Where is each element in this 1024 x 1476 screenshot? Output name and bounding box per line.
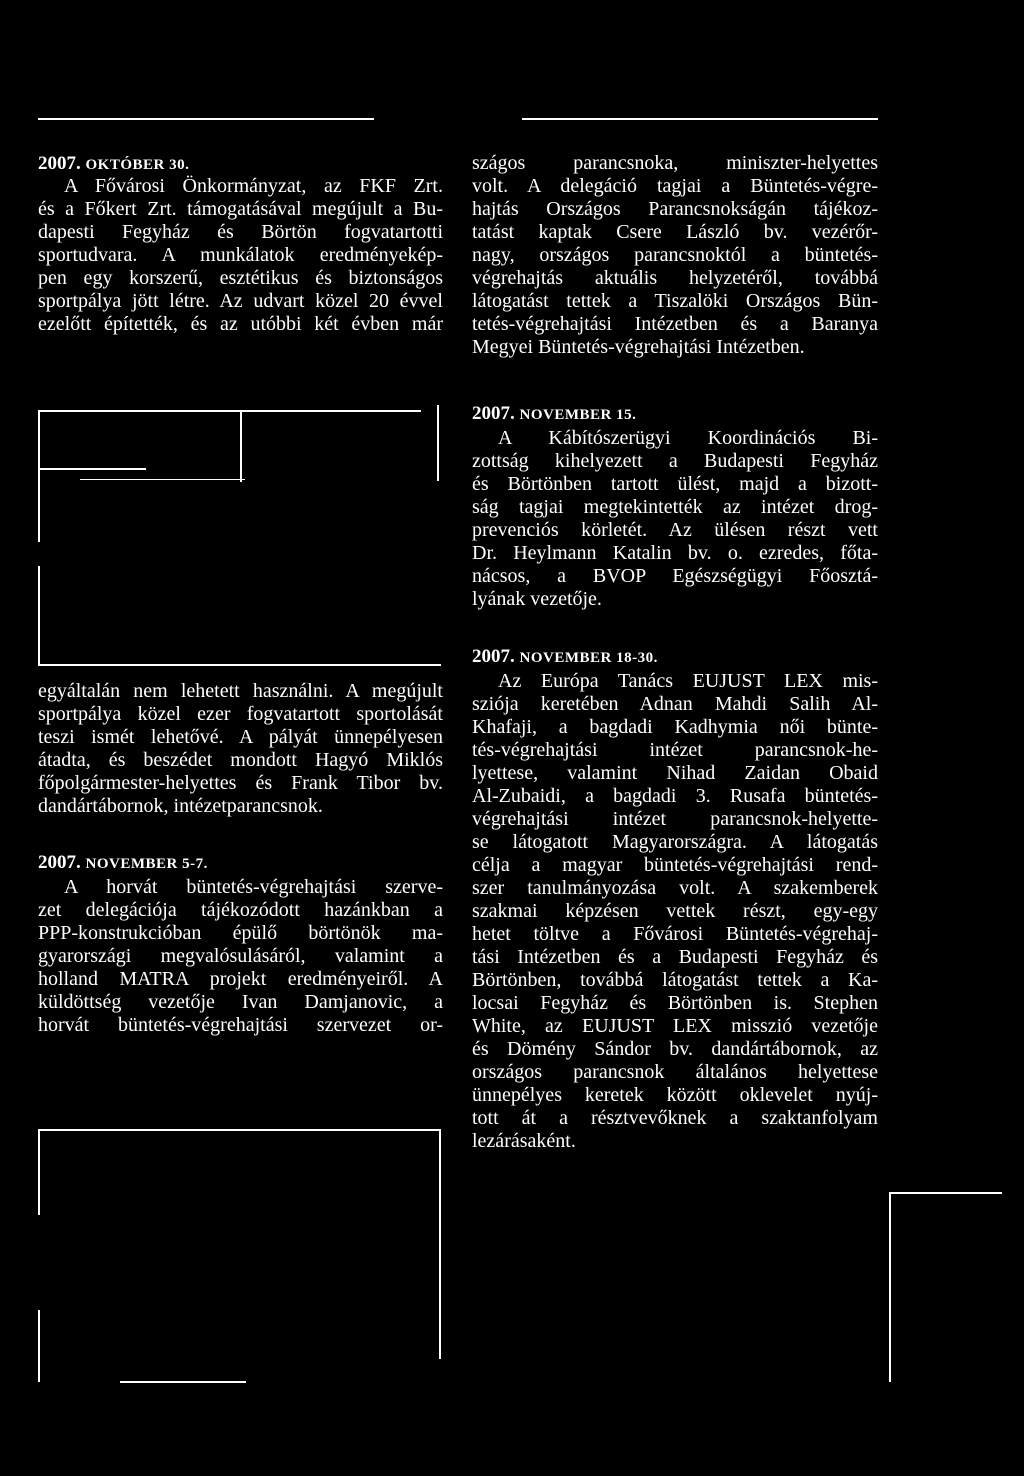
text-line: PPP-konstrukcióban épülő börtönök ma- <box>38 922 443 944</box>
text-line: zottság kihelyezett a Budapesti Fegyház <box>472 450 878 472</box>
text-line: látogatást tettek a Tiszalöki Országos Bün- <box>472 290 878 312</box>
paragraph-oct30-top <box>38 175 443 336</box>
text-line: ezelőtt építették, és az utóbbi két évben már <box>38 313 443 335</box>
text-line: zet delegációja tájékozódott hazánkban a <box>38 899 443 921</box>
heading-date: 2007. <box>472 403 515 424</box>
text-line: gyarországi megvalósulásáról, valamint a <box>38 945 443 967</box>
photo-frame-2-top <box>38 1129 441 1131</box>
text-line: főpolgármester-helyettes és Frank Tibor bv. <box>38 772 443 794</box>
photo-frame-1-inner-line <box>38 468 146 470</box>
text-line: tási Intézetben és a Budapesti Fegyház és <box>472 946 878 968</box>
section-heading-nov5-7 <box>38 851 443 874</box>
heading-month: NOVEMBER 18-30. <box>519 650 658 666</box>
photo-frame-1-bottom <box>38 664 441 666</box>
text-line: tetés-végrehajtási Intézetben és a Baranya <box>472 313 878 335</box>
text-line: A Kábítószerügyi Koordinációs Bi- <box>498 427 878 449</box>
text-line: horvát büntetés-végrehajtási szervezet or- <box>38 1014 443 1036</box>
text-line: teszi ismét lehetővé. A pályát ünnepélyesen <box>38 726 443 748</box>
text-line: és a Főkert Zrt. támogatásával megújult a Bu- <box>38 198 443 220</box>
section-heading-nov18-30 <box>472 645 878 668</box>
text-line: locsai Fegyház és Börtönben is. Stephen <box>472 992 878 1014</box>
paragraph-nov18-30 <box>472 670 878 1153</box>
photo-frame-1-left-lower <box>38 566 40 666</box>
text-line: sportpálya közel ezer fogvatartott sportolását <box>38 703 443 725</box>
text-line: Börtönben, továbbá látogatást tettek a Ka- <box>472 969 878 991</box>
paragraph-oct30-bottom <box>38 680 443 818</box>
section-heading-oct30 <box>38 152 443 175</box>
heading-date: 2007. <box>38 852 81 873</box>
photo-frame-1-left <box>38 410 40 542</box>
heading-month: NOVEMBER 15. <box>519 407 637 423</box>
text-line: országos parancsnok általános helyettese <box>472 1061 878 1083</box>
paragraph-nov15 <box>472 427 878 611</box>
section-heading-nov15 <box>472 402 878 425</box>
photo-frame-2-left <box>38 1129 40 1215</box>
text-line: nagy, országos parancsnoktól a büntetés- <box>472 244 878 266</box>
text-line: tatást kaptak Csere László bv. vezérőr- <box>472 221 878 243</box>
text-line: hajtás Országos Parancsnokságán tájékoz- <box>472 198 878 220</box>
text-line: dapesti Fegyház és Börtön fogvatartotti <box>38 221 443 243</box>
heading-date: 2007. <box>472 646 515 667</box>
photo-frame-2-right <box>439 1129 441 1359</box>
text-line: szágos parancsnoka, miniszter-helyettes <box>472 152 878 174</box>
text-line: tés-végrehajtási intézet parancsnok-he- <box>472 739 878 761</box>
text-line: sportudvara. A munkálatok eredményekép- <box>38 244 443 266</box>
text-line: A horvát büntetés-végrehajtási szerve- <box>64 876 443 898</box>
text-line: prevenciós körletét. Az ülésen részt vett <box>472 519 878 541</box>
text-line: dandártábornok, intézetparancsnok. <box>38 795 323 817</box>
text-line: Megyei Büntetés-végrehajtási Intézetben. <box>472 336 805 358</box>
left-column <box>38 152 443 336</box>
photo-frame-3-left <box>889 1192 891 1382</box>
heading-month: NOVEMBER 5-7. <box>85 856 208 872</box>
text-line: és Dömény Sándor bv. dandártábornok, az <box>472 1038 878 1060</box>
paragraph-continued <box>472 152 878 359</box>
text-line: hetet töltve a Fővárosi Büntetés-végrehaj- <box>472 923 878 945</box>
text-line: Khafaji, a bagdadi Kadhymia női bünte- <box>472 716 878 738</box>
photo-frame-1-inner-line-2 <box>80 479 245 480</box>
heading-month: OKTÓBER 30. <box>85 157 190 173</box>
text-line: Az Európa Tanács EUJUST LEX mis- <box>498 670 878 692</box>
text-line: volt. A delegáció tagjai a Büntetés-végre- <box>472 175 878 197</box>
text-line: sziója keretében Adnan Mahdi Salih Al- <box>472 693 878 715</box>
photo-frame-1-right <box>437 405 439 481</box>
text-line: pen egy korszerű, esztétikus és biztonságos <box>38 267 443 289</box>
text-line: küldöttség vezetője Ivan Damjanovic, a <box>38 991 443 1013</box>
photo-frame-2-bottom <box>120 1381 246 1383</box>
text-line: holland MATRA projekt eredményeiről. A <box>38 968 443 990</box>
photo-frame-1-divider <box>240 410 242 482</box>
left-column-continued <box>38 680 443 1037</box>
text-line: végrehajtás aktuális helyzetéről, továbbá <box>472 267 878 289</box>
text-line: átadta, és beszédet mondott Hagyó Miklós <box>38 749 443 771</box>
text-line: lyának vezetője. <box>472 588 602 610</box>
right-column <box>472 152 878 1153</box>
text-line: se látogatott Magyarországra. A látogatás <box>472 831 878 853</box>
text-line: célja a magyar büntetés-végrehajtási rend- <box>472 854 878 876</box>
text-line: sportpálya jött létre. Az udvart közel 20 évvel <box>38 290 443 312</box>
photo-frame-2-left-lower <box>38 1310 40 1382</box>
text-line: tott át a résztvevőknek a szaktanfolyam <box>472 1107 878 1129</box>
text-line: A Fővárosi Önkormányzat, az FKF Zrt. <box>64 175 443 197</box>
text-line: szakmai képzésen vettek részt, egy-egy <box>472 900 878 922</box>
text-line: lezárásaként. <box>472 1130 576 1152</box>
text-line: egyáltalán nem lehetett használni. A megújult <box>38 680 443 702</box>
text-line: ság tagjai megtekintették az intézet drog- <box>472 496 878 518</box>
top-rule-left <box>38 118 374 120</box>
text-line: végrehajtási intézet parancsnok-helyette- <box>472 808 878 830</box>
text-line: lyettese, valamint Nihad Zaidan Obaid <box>472 762 878 784</box>
text-line: szer tanulmányozása volt. A szakemberek <box>472 877 878 899</box>
paragraph-nov5-7 <box>38 876 443 1037</box>
text-line: Al-Zubaidi, a bagdadi 3. Rusafa büntetés- <box>472 785 878 807</box>
text-line: Dr. Heylmann Katalin bv. o. ezredes, főta- <box>472 542 878 564</box>
text-line: és Börtönben tartott ülést, majd a bizott- <box>472 473 878 495</box>
text-line: ünnepélyes keretek között oklevelet nyúj- <box>472 1084 878 1106</box>
heading-date: 2007. <box>38 153 81 174</box>
text-line: nácsos, a BVOP Egészségügyi Főosztá- <box>472 565 878 587</box>
photo-frame-3-top <box>889 1192 1002 1194</box>
photo-frame-1-top <box>38 410 421 412</box>
text-line: White, az EUJUST LEX misszió vezetője <box>472 1015 878 1037</box>
top-rule-right <box>522 118 878 120</box>
